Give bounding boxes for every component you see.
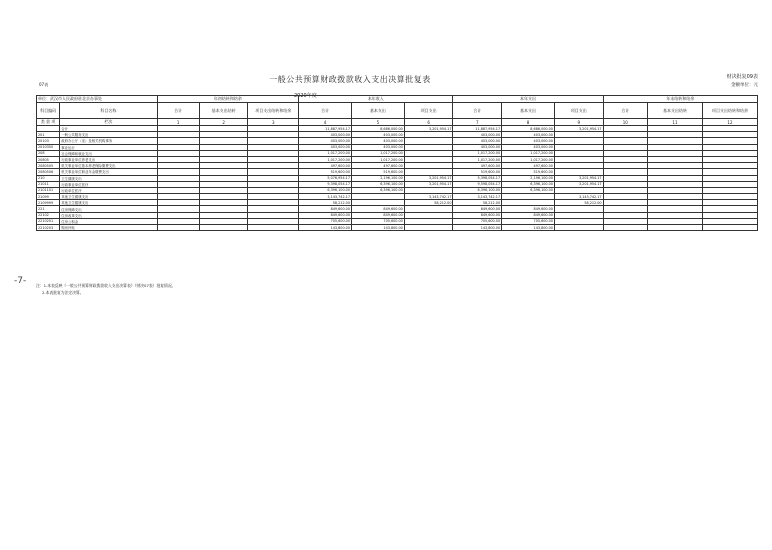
value-cell: 403,000.00 (502, 144, 555, 150)
index-cell: 2 (199, 119, 248, 126)
value-cell (647, 225, 702, 231)
value-cell: 705,600.00 (299, 218, 352, 224)
value-cell: 3,143,742.17 (299, 194, 352, 200)
value-cell: 403,000.00 (299, 132, 352, 138)
value-cell: 1,017,200.00 (352, 156, 405, 162)
value-cell: 849,600.00 (299, 206, 352, 212)
group-header-1: 年初结转和结余 (157, 96, 299, 103)
row-name: 住房公积金 (60, 218, 157, 224)
row-code: 21011 (37, 181, 60, 187)
col-header: 合计 (603, 103, 647, 119)
value-cell: 3,201,954.17 (554, 181, 603, 187)
col-header: 科目名称 (60, 103, 157, 119)
col-header: 基本支出 (502, 103, 555, 119)
value-cell: 58,212.00 (404, 200, 453, 206)
value-cell: 403,000.00 (502, 138, 555, 144)
value-cell: 849,600.00 (299, 212, 352, 218)
value-cell: 403,000.00 (352, 144, 405, 150)
value-cell: 497,600.00 (453, 163, 502, 169)
value-cell: 403,000.00 (453, 132, 502, 138)
row-code: 21099 (37, 194, 60, 200)
row-code: 2010350 (37, 144, 60, 150)
value-cell: 403,000.00 (299, 144, 352, 150)
row-code: 2080506 (37, 169, 60, 175)
value-cell: 6,396,100.00 (352, 181, 405, 187)
group-header-2: 本年收入 (299, 96, 453, 103)
value-cell (702, 225, 757, 231)
col-header: 基本支出结转 (199, 103, 248, 119)
row-code: 20103 (37, 138, 60, 144)
value-cell: 6,396,100.00 (453, 187, 502, 193)
index-cell: 5 (352, 119, 405, 126)
value-cell: 519,600.00 (502, 169, 555, 175)
value-cell: 6,396,100.00 (502, 181, 555, 187)
row-name: 事业运行 (60, 144, 157, 150)
row-name: 行政事业单位医疗 (60, 181, 157, 187)
index-cell: 1 (157, 119, 199, 126)
col-header: 基本支出 (352, 103, 405, 119)
row-name: 其他卫生健康支出 (60, 194, 157, 200)
value-cell: 9,398,054.17 (299, 181, 352, 187)
value-cell: 143,800.00 (453, 225, 502, 231)
value-cell: 3,143,742.17 (453, 194, 502, 200)
value-cell: 1,017,200.00 (453, 150, 502, 156)
value-cell: 1,017,200.00 (453, 156, 502, 162)
budget-table (36, 95, 758, 231)
value-cell: 3,201,954.17 (404, 181, 453, 187)
row-code: 22102 (37, 212, 60, 218)
row-code: 201 (37, 132, 60, 138)
row-name: 机关事业单位职业年金缴费支出 (60, 169, 157, 175)
row-name: 行政事业单位养老支出 (60, 156, 157, 162)
index-cell: 6 (404, 119, 453, 126)
index-cell: 7 (453, 119, 502, 126)
value-cell: 3,201,954.17 (554, 175, 603, 181)
col-header: 合计 (157, 103, 199, 119)
index-label: 栏次 (60, 119, 157, 126)
value-cell: 705,600.00 (352, 218, 405, 224)
value-cell: 2,196,100.00 (502, 175, 555, 181)
index-cell: 11 (647, 119, 702, 126)
unit-label: 金额单位：元 (731, 83, 758, 88)
value-cell: 497,600.00 (299, 163, 352, 169)
col-header: 合计 (299, 103, 352, 119)
value-cell: 705,600.00 (453, 218, 502, 224)
value-cell: 6,396,100.00 (502, 187, 555, 193)
row-name: 卫生健康支出 (60, 175, 157, 181)
value-cell: 5,076,954.17 (299, 175, 352, 181)
row-code: 2210201 (37, 218, 60, 224)
value-cell: 58,212.00 (299, 200, 352, 206)
row-code: 210 (37, 175, 60, 181)
value-cell: 1,017,200.00 (502, 150, 555, 156)
col-header: 项目支出结转和结余 (248, 103, 299, 119)
sub-header: 类 款 项 (37, 119, 60, 126)
value-cell: 849,600.00 (453, 212, 502, 218)
group-header-4: 年末结转和结余 (603, 96, 757, 103)
row-code: 2109999 (37, 200, 60, 206)
value-cell: 1,017,200.00 (352, 150, 405, 156)
col-header: 合计 (453, 103, 502, 119)
col-header: 基本支出结转 (647, 103, 702, 119)
row-name: 社会保障和就业支出 (60, 150, 157, 156)
value-cell: 143,800.00 (502, 225, 555, 231)
col-header: 项目支出结转和结余 (702, 103, 757, 119)
value-cell: 403,000.00 (299, 138, 352, 144)
value-cell: 403,000.00 (352, 132, 405, 138)
value-cell: 519,600.00 (299, 169, 352, 175)
value-cell: 849,600.00 (352, 206, 405, 212)
col-header: 项目支出 (554, 103, 603, 119)
value-cell: 8,686,000.00 (502, 126, 555, 132)
page-number-mark: -7- (14, 276, 27, 286)
value-cell: 849,600.00 (502, 212, 555, 218)
value-cell: 11,887,954.17 (299, 126, 352, 132)
row-name: 购房补贴 (60, 225, 157, 231)
value-cell (248, 225, 299, 231)
footnote: 注：1.本表反映《一般公共预算财政拨款收入支出决算表》（财决07表）批复情况。 (36, 283, 176, 288)
value-cell: 3,201,954.17 (404, 126, 453, 132)
value-cell: 9,598,054.17 (453, 181, 502, 187)
index-cell: 12 (702, 119, 757, 126)
group-header-3: 本年支出 (453, 96, 603, 103)
value-cell: 1,017,200.00 (502, 156, 555, 162)
value-cell (199, 225, 248, 231)
row-code: 2080505 (37, 163, 60, 169)
row-name: 机关事业单位基本养老保险缴费支出 (60, 163, 157, 169)
value-cell: 497,600.00 (352, 163, 405, 169)
org-name: 单位：武汉市人民政府驻北京办事处 (37, 96, 158, 103)
value-cell: 849,600.00 (502, 206, 555, 212)
value-cell: 8,686,000.00 (352, 126, 405, 132)
row-name: 合计 (60, 126, 157, 132)
value-cell: 849,600.00 (453, 206, 502, 212)
value-cell: 849,600.00 (352, 212, 405, 218)
value-cell: 497,600.00 (502, 163, 555, 169)
value-cell: 3,143,742.17 (404, 194, 453, 200)
row-name: 其他卫生健康支出 (60, 200, 157, 206)
form-code: 07表 (39, 82, 49, 87)
value-cell: 1,017,200.00 (299, 150, 352, 156)
col-header: 科目编码 (37, 103, 60, 119)
page-title: 一般公共预算财政拨款收入支出决算批复表 (269, 75, 431, 84)
index-cell: 10 (603, 119, 647, 126)
value-cell: 519,600.00 (453, 169, 502, 175)
value-cell: 11,887,954.17 (453, 126, 502, 132)
value-cell (603, 225, 647, 231)
row-name: 行政单位医疗 (60, 187, 157, 193)
index-cell: 4 (299, 119, 352, 126)
value-cell: 3,143,742.17 (554, 194, 603, 200)
value-cell: 3,201,954.17 (554, 126, 603, 132)
row-code: 20805 (37, 156, 60, 162)
value-cell: 705,600.00 (502, 218, 555, 224)
value-cell: 403,000.00 (453, 138, 502, 144)
table-row (37, 225, 758, 231)
row-name: 住房保障支出 (60, 206, 157, 212)
value-cell: 58,212.00 (453, 200, 502, 206)
value-cell: 143,800.00 (352, 225, 405, 231)
value-cell: 403,000.00 (502, 132, 555, 138)
index-cell: 8 (502, 119, 555, 126)
value-cell (404, 225, 453, 231)
value-cell (157, 225, 199, 231)
value-cell: 6,396,100.00 (352, 187, 405, 193)
value-cell: 2,196,100.00 (352, 175, 405, 181)
row-code: 2101101 (37, 187, 60, 193)
row-code: 208 (37, 150, 60, 156)
footnote: 2.本表批复为法定决算。 (42, 289, 84, 295)
fiscal-year: 2020年度 (294, 93, 317, 99)
value-cell: 143,800.00 (299, 225, 352, 231)
value-cell: 58,212.00 (554, 200, 603, 206)
row-code: 221 (37, 206, 60, 212)
row-name: 政府办公厅（室）及相关机构事务 (60, 138, 157, 144)
index-cell: 3 (248, 119, 299, 126)
row-name: 住房改革支出 (60, 212, 157, 218)
index-cell: 9 (554, 119, 603, 126)
value-cell: 5,398,054.17 (453, 175, 502, 181)
value-cell (554, 225, 603, 231)
value-cell: 519,600.00 (352, 169, 405, 175)
footnotes (36, 283, 175, 296)
value-cell: 403,000.00 (352, 138, 405, 144)
value-cell: 6,396,100.00 (299, 187, 352, 193)
col-header: 项目支出 (404, 103, 453, 119)
value-cell: 3,201,954.17 (404, 175, 453, 181)
row-code: 2210203 (37, 225, 60, 231)
value-cell: 1,017,200.00 (299, 156, 352, 162)
row-name: 一般公共服务支出 (60, 132, 157, 138)
value-cell: 403,000.00 (453, 144, 502, 150)
form-id: 财决批复09表 (726, 74, 758, 80)
